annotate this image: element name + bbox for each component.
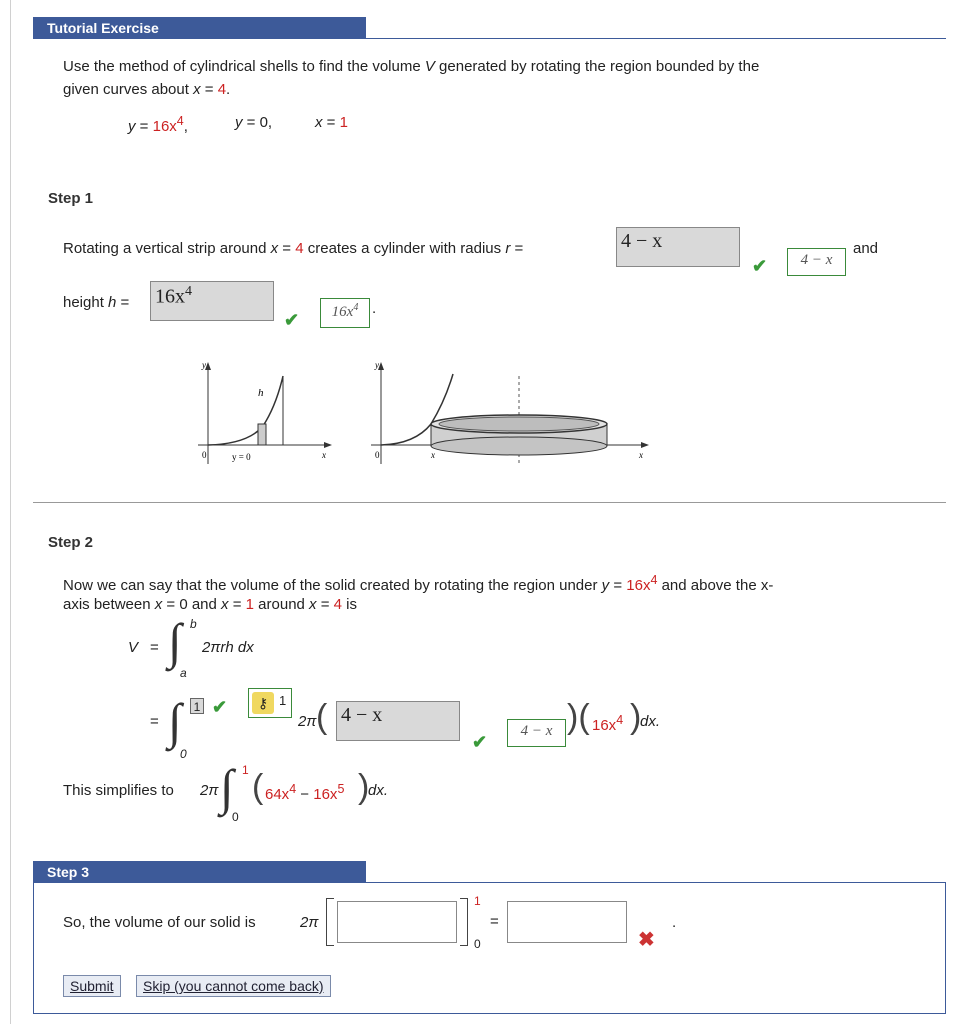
problem-line-1: Use the method of cylindrical shells to find the volume V generated by rotating the region bounded by the: [63, 58, 760, 75]
fig2-shell-inner: [439, 417, 599, 431]
left-border: [10, 0, 11, 1024]
integral-sign-1: ∫: [168, 613, 182, 669]
simplified-expression: $64x^4 - 16x^5$: [265, 782, 345, 803]
height-label: height h =: [63, 294, 130, 311]
step-3-equals: =: [490, 913, 499, 930]
submit-button[interactable]: Submit: [63, 975, 121, 997]
radius-answer-input-2[interactable]: 4 − x: [336, 701, 460, 741]
integral-lower-a: a: [180, 666, 187, 680]
step-1-sentence: Rotating a vertical strip around x = 4 creates a cylinder with radius r =: [63, 240, 524, 257]
height-period: .: [372, 300, 377, 317]
volume-equals: =: [150, 639, 159, 656]
left-paren-1: (: [316, 698, 328, 736]
height-check-icon: ✔: [284, 310, 300, 330]
height-expression: $16x^4$: [592, 713, 624, 734]
step-3-header: [33, 861, 366, 883]
radius-check-icon-2: ✔: [472, 732, 488, 752]
simplified-lower: 0: [232, 810, 239, 824]
radius-correct-answer-2: 4 − x: [507, 719, 566, 747]
step-2-sentence-2: axis between x = 0 and x = 1 around x = 4 is: [63, 596, 357, 613]
step-3-label: Step 3: [47, 864, 90, 880]
simplifies-label: This simplifies to: [63, 782, 174, 799]
height-answer-input[interactable]: $16x^4$: [150, 281, 274, 321]
fig2-origin-label: 0: [375, 450, 380, 460]
volume-symbol: V: [128, 639, 139, 656]
upper-limit-input[interactable]: 1: [190, 698, 204, 714]
fig2-x-arrow: [641, 442, 649, 448]
integral-sign-3: ∫: [220, 759, 234, 815]
upper-limit-hint-box[interactable]: [248, 688, 292, 718]
fig1-origin-label: 0: [202, 450, 207, 460]
eval-upper-limit: 1: [474, 894, 481, 908]
left-bracket: [326, 898, 334, 946]
right-bracket: [460, 898, 468, 946]
curve-equation-3: x = 1: [315, 114, 348, 131]
fig2-x-label-1: x: [431, 450, 435, 460]
eval-lower-limit: 0: [474, 937, 481, 951]
strip-figure: [188, 356, 338, 471]
integral-upper-b: b: [190, 617, 197, 631]
upper-limit-check-icon: ✔: [212, 697, 228, 717]
step-1-label: Step 1: [48, 190, 94, 207]
step-3-period: .: [672, 914, 677, 931]
radius-correct-answer: 4 − x: [787, 248, 846, 276]
simplified-left-paren: (: [252, 768, 264, 806]
fig1-strip: [258, 424, 266, 445]
simplified-upper: 1: [242, 763, 249, 777]
step-2-label: Step 2: [48, 534, 94, 551]
step-3-sentence: So, the volume of our solid is: [63, 914, 256, 931]
tutorial-header: [33, 17, 366, 39]
skip-button[interactable]: Skip (you cannot come back): [136, 975, 331, 997]
dx-end: dx.: [640, 713, 661, 730]
second-equals: =: [150, 713, 159, 730]
curve-equation-1: $y = 16x^4$,: [128, 114, 188, 135]
right-paren-1: )(: [567, 698, 590, 736]
simplified-right-paren: ): [358, 768, 370, 806]
header-title: Tutorial Exercise: [47, 20, 159, 36]
upper-limit-hint-value: 1: [279, 693, 287, 708]
problem-line-2: given curves about x = 4.: [63, 81, 231, 98]
fig1-y-label: y: [202, 360, 206, 370]
fig1-x-label: x: [322, 450, 326, 460]
right-paren-2: ): [630, 698, 642, 736]
radius-check-icon: ✔: [752, 256, 768, 276]
step-divider: [33, 502, 946, 503]
step-2-sentence-1: Now we can say that the volume of the solid created by rotating the region under $y = 16x^4$ and above the x-: [63, 573, 774, 594]
key-icon: ⚷: [252, 692, 274, 714]
radius-answer-input[interactable]: 4 − x: [616, 227, 740, 267]
integrand-2pirh: 2πrh dx: [202, 639, 254, 656]
wrong-x-icon: ✖: [638, 929, 655, 951]
integral-sign-2: ∫: [168, 693, 182, 749]
fig1-y0-label: y = 0: [232, 452, 251, 462]
simplified-dx: dx.: [368, 782, 389, 799]
step-3-2pi: 2π: [300, 914, 319, 931]
curve-equation-2: y = 0,: [235, 114, 273, 131]
two-pi: 2π: [298, 713, 317, 730]
simplified-2pi: 2π: [200, 782, 219, 799]
fig1-x-arrow: [324, 442, 332, 448]
fig1-h-label: h: [258, 387, 264, 399]
header-rule: [33, 38, 946, 39]
volume-answer-input[interactable]: [507, 901, 627, 943]
fig2-y-label: y: [375, 360, 379, 370]
antiderivative-input[interactable]: [337, 901, 457, 943]
fig2-shell-bottom: [431, 437, 607, 455]
integral-lower-0: 0: [180, 747, 187, 761]
fig2-x-label-2: x: [639, 450, 643, 460]
and-text: and: [853, 240, 879, 257]
height-correct-answer: $16x^4$: [320, 298, 370, 328]
shell-figure: [365, 356, 655, 471]
fig1-curve: [208, 376, 283, 445]
